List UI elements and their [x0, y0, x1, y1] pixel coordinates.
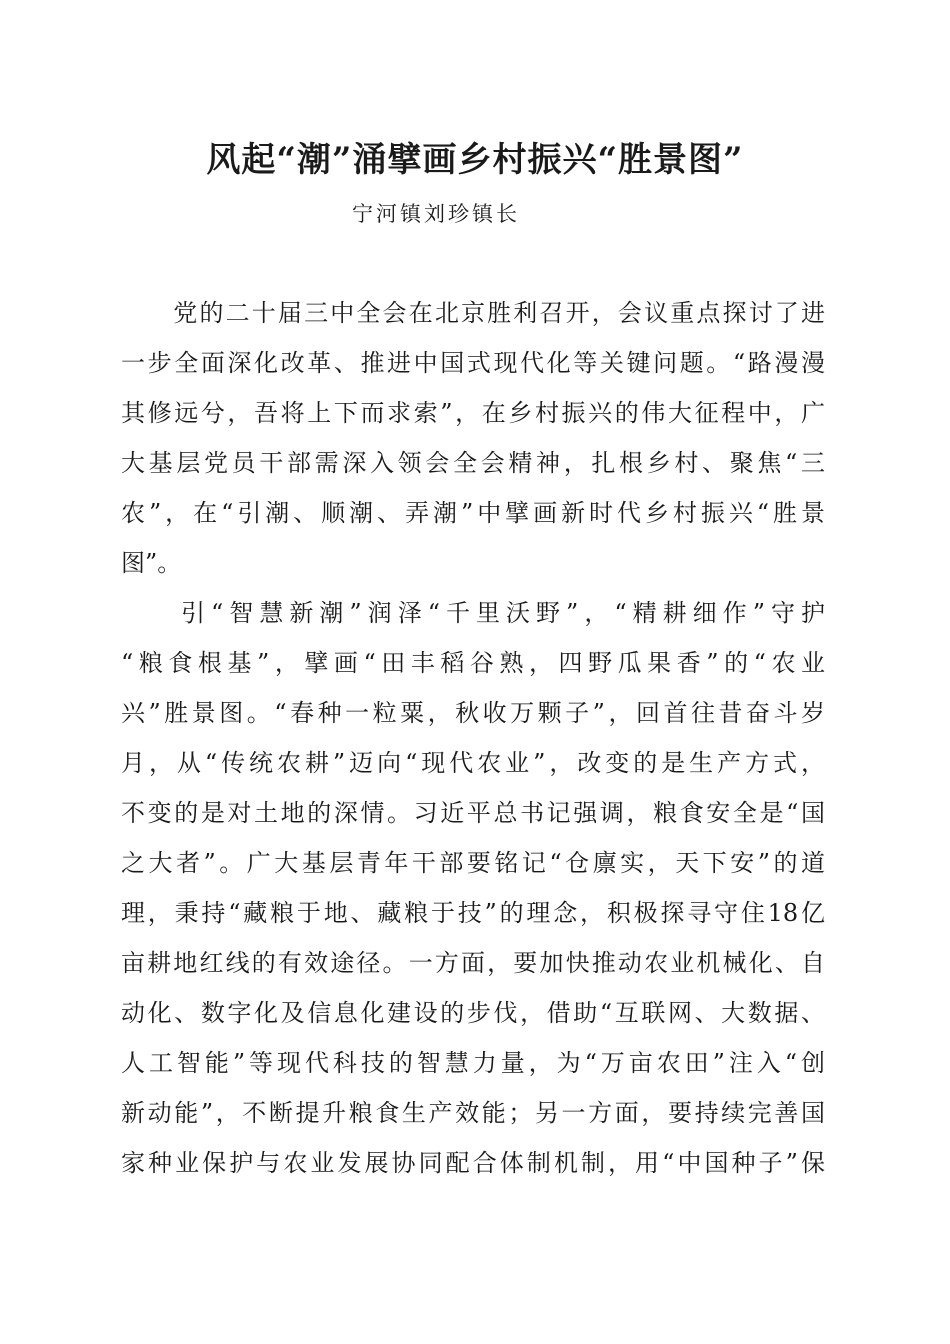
text-line: 动化、数字化及信息化建设的步伐，借助“互联网、大数据、: [121, 999, 825, 1027]
document-title: 风起“潮”涌擘画乡村振兴“胜景图”: [206, 140, 744, 180]
text-line: 兴”胜景图。“春种一粒粟，秋收万颗子”，回首往昔奋斗岁: [121, 699, 825, 727]
text-line: 大基层党员干部需深入领会全会精神，扎根乡村、聚焦“三: [121, 449, 825, 477]
text-line: 党的二十届三中全会在北京胜利召开，会议重点探讨了进: [121, 299, 825, 327]
text-line: 引“智慧新潮”润泽“千里沃野”，“精耕细作”守护: [121, 599, 825, 627]
text-line: 不变的是对土地的深情。习近平总书记强调，粮食安全是“国: [121, 799, 825, 827]
text-line: 之大者”。广大基层青年干部要铭记“仓廪实，天下安”的道: [121, 849, 825, 877]
text-line: 新动能”，不断提升粮食生产效能；另一方面，要持续完善国: [121, 1099, 825, 1127]
text-line: 图”。: [121, 549, 182, 577]
text-line: 其修远兮，吾将上下而求索”，在乡村振兴的伟大征程中，广: [121, 399, 825, 427]
document-author: 宁河镇刘珍镇长: [352, 202, 520, 226]
text-line: 月，从“传统农耕”迈向“现代农业”，改变的是生产方式，: [121, 749, 825, 777]
text-line: 人工智能”等现代科技的智慧力量，为“万亩农田”注入“创: [121, 1049, 825, 1077]
text-line: 一步全面深化改革、推进中国式现代化等关键问题。“路漫漫: [121, 349, 825, 377]
text-line: 亩耕地红线的有效途径。一方面，要加快推动农业机械化、自: [121, 949, 825, 977]
text-line: 家种业保护与农业发展协同配合体制机制，用“中国种子”保: [121, 1149, 825, 1177]
text-line: “粮食根基”，擘画“田丰稻谷熟，四野瓜果香”的“农业: [121, 649, 825, 677]
paragraph-2: [121, 588, 825, 1188]
text-line: 理，秉持“藏粮于地、藏粮于技”的理念，积极探寻守住18亿: [121, 899, 825, 927]
text-line: 农”，在“引潮、顺潮、弄潮”中擘画新时代乡村振兴“胜景: [121, 499, 825, 527]
paragraph-1: [121, 288, 825, 588]
document-body: [121, 288, 825, 1188]
